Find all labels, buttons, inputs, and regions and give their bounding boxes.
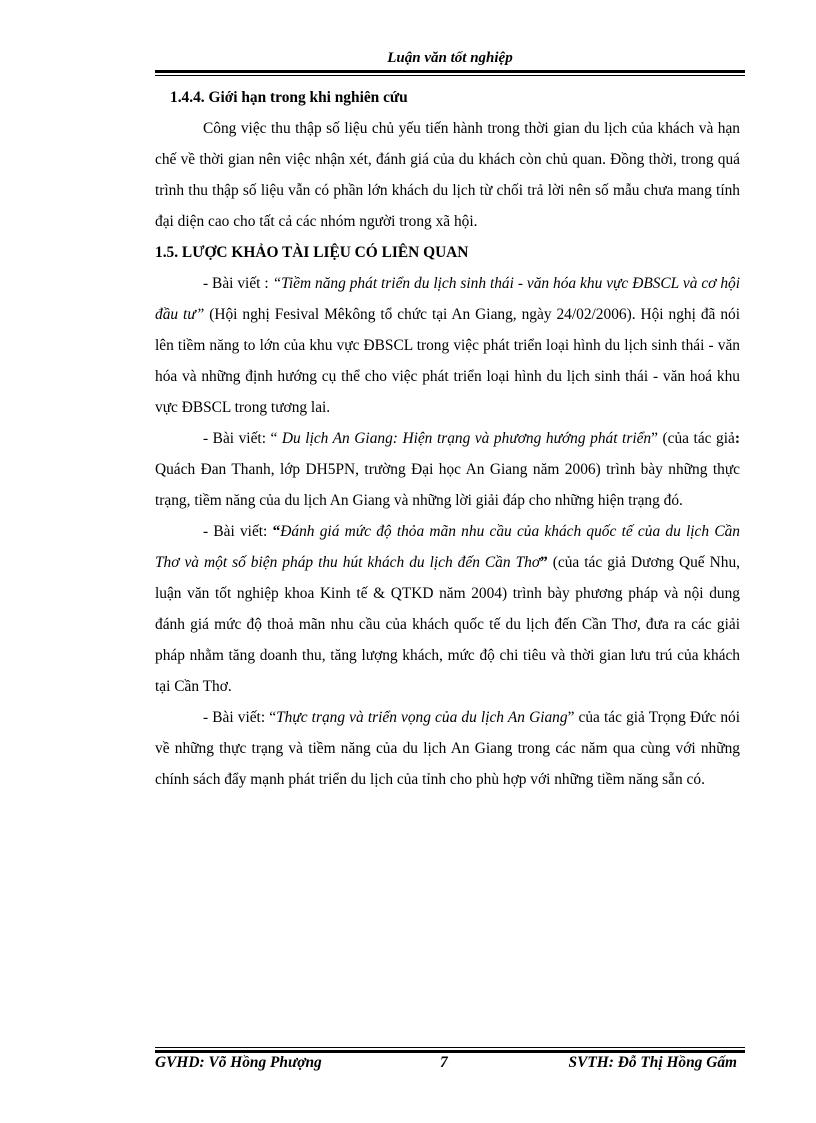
review-3-quote-open: “ [272, 523, 281, 540]
page-body [155, 82, 740, 795]
review-2-prefix: - Bài viết: “ [203, 430, 282, 447]
review-2-colon: : [734, 430, 740, 447]
footer-rule [155, 1050, 745, 1053]
review-4-title: Thực trạng và triển vọng của du lịch An Giang [276, 709, 568, 726]
review-4-text: ” của tác giả Trọng Đức nói về những thực trạng và tiềm năng của du lịch An Giang trong các năm qua cùng với những chính sách đẩy mạnh phát triển du lịch của tỉnh cho phù hợp với những tiềm năng sẵn có. [155, 709, 741, 788]
footer-rule-thin [155, 1047, 745, 1048]
review-3-prefix: - Bài viết: [203, 523, 273, 540]
review-1-text: (Hội nghị Fesival Mêkông tổ chức tại An Giang, ngày 24/02/2006). Hội nghị đã nói lên tiềm năng to lớn của khu vực ĐBSCL trong việc phát triển loại hình du lịch sinh thái - văn hóa và những định hướng cụ thể cho việc phát triển loại hình du lịch sinh thái - văn hoá khu vực ĐBSCL trong tương lai. [155, 306, 740, 416]
paragraph-review-3 [155, 516, 740, 702]
review-4-prefix: - Bài viết: “ [203, 709, 277, 726]
review-2-text: Quách Đan Thanh, lớp DH5PN, trường Đại học An Giang năm 2006) trình bày những thực trạng, tiềm năng của du lịch An Giang và những lời giải đáp cho những hiện trạng đó. [155, 461, 740, 509]
review-2-mid: ” (của tác giả [651, 430, 735, 447]
paragraph-review-4 [155, 702, 740, 795]
review-3-text: (của tác giả Dương Quế Nhu, luận văn tốt nghiệp khoa Kinh tế & QTKD năm 2004) trình bày phương pháp và nội dung đánh giá mức độ thoả mãn nhu cầu của khách quốc tế du lịch đến Cần Thơ, đưa ra các giải pháp nhằm tăng doanh thu, tăng lượng khách, mức độ chi tiêu và thời gian lưu trú của khách tại Cần Thơ. [155, 554, 740, 695]
footer-advisor: GVHD: Võ Hồng Phượng [155, 1054, 322, 1071]
review-3-title: Đánh giá mức độ thỏa mãn nhu cầu của khách quốc tế của du lịch Cần Thơ và một số biện pháp thu hút khách du lịch đến Cần Thơ [155, 523, 740, 571]
paragraph-review-1 [155, 268, 740, 423]
review-1-title: “Tiềm năng phát triển du lịch sinh thái - văn hóa khu vực ĐBSCL và cơ hội đầu tư” [155, 275, 740, 323]
header-rule [155, 70, 745, 73]
section-heading-1-4-4: 1.4.4. Giới hạn trong khi nghiên cứu [170, 89, 408, 106]
header-rule-thin [155, 75, 745, 76]
review-3-quote-close: ” [540, 554, 548, 571]
paragraph-review-2 [155, 423, 740, 516]
section-heading-1-5: 1.5. LƯỢC KHẢO TÀI LIỆU CÓ LIÊN QUAN [155, 244, 469, 261]
review-2-title: Du lịch An Giang: Hiện trạng và phương hướng phát triển [281, 430, 652, 447]
paragraph-research-limits: Công việc thu thập số liệu chủ yếu tiến hành trong thời gian du lịch của khách và hạn chế về thời gian nên việc nhận xét, đánh giá của du khách còn chủ quan. Đồng thời, trong quá trình thu thập số liệu vẫn có phần lớn khách du lịch từ chối trả lời nên số mẫu chưa mang tính đại diện cao cho tất cả các nhóm người trong xã hội. [155, 120, 740, 230]
footer-student: SVTH: Đỗ Thị Hồng Gấm [568, 1054, 737, 1071]
page-footer [155, 1054, 745, 1078]
review-1-prefix: - Bài viết : [203, 275, 273, 292]
running-header-title: Luận văn tốt nghiệp [387, 50, 513, 66]
footer-page-number: 7 [440, 1054, 448, 1071]
